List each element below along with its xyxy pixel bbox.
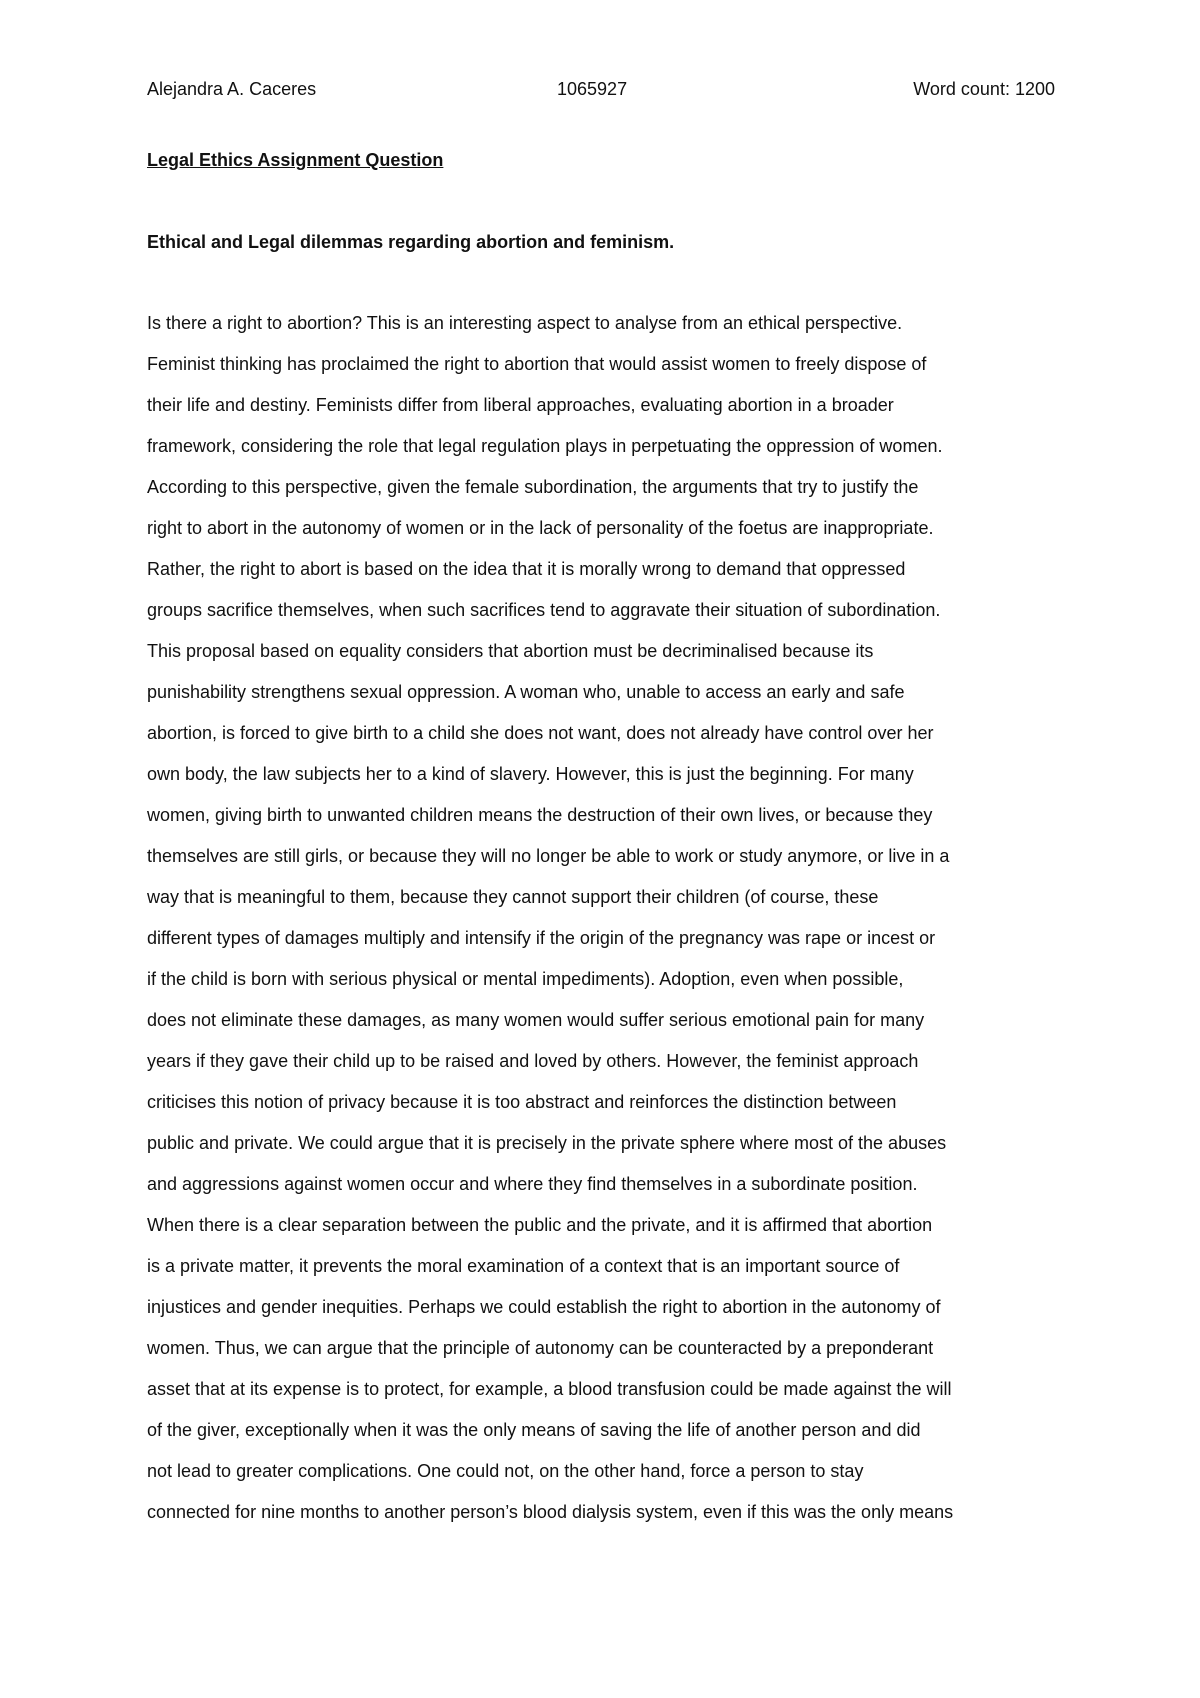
body-line: of the giver, exceptionally when it was the only means of saving the life of another person and did [147,1420,921,1440]
body-line: criticises this notion of privacy because it is too abstract and reinforces the distinction between [147,1092,897,1112]
body-line: groups sacrifice themselves, when such sacrifices tend to aggravate their situation of subordination. [147,600,941,620]
body-line: public and private. We could argue that it is precisely in the private sphere where most of the abuses [147,1133,947,1153]
body-line: right to abort in the autonomy of women or in the lack of personality of the foetus are inappropriate. [147,518,934,538]
body-line: According to this perspective, given the female subordination, the arguments that try to justify the [147,477,919,497]
body-line: connected for nine months to another person’s blood dialysis system, even if this was the only means [147,1502,954,1522]
body-line: Feminist thinking has proclaimed the right to abortion that would assist women to freely dispose of [147,354,927,374]
body-line: Is there a right to abortion? This is an interesting aspect to analyse from an ethical perspective. [147,313,903,333]
document-title: Legal Ethics Assignment Question [147,150,444,170]
body-line: way that is meaningful to them, because they cannot support their children (of course, these [147,887,879,907]
word-count: Word count: 1200 [913,79,1055,99]
body-line: abortion, is forced to give birth to a child she does not want, does not already have control over her [147,723,934,743]
body-line: own body, the law subjects her to a kind of slavery. However, this is just the beginning. For many [147,764,914,784]
body-line: their life and destiny. Feminists differ from liberal approaches, evaluating abortion in a broader [147,395,894,415]
body-line: not lead to greater complications. One could not, on the other hand, force a person to stay [147,1461,864,1481]
body-line: When there is a clear separation between the public and the private, and it is affirmed that abortion [147,1215,933,1235]
body-line: framework, considering the role that legal regulation plays in perpetuating the oppression of women. [147,436,943,456]
body-line: does not eliminate these damages, as many women would suffer serious emotional pain for many [147,1010,925,1030]
body-line: injustices and gender inequities. Perhaps we could establish the right to abortion in the autonomy of [147,1297,941,1317]
body-line: different types of damages multiply and intensify if the origin of the pregnancy was rape or incest or [147,928,936,948]
body-line: women, giving birth to unwanted children means the destruction of their own lives, or because they [147,805,933,825]
student-id: 1065927 [557,79,628,99]
page-header [147,76,1055,102]
body-line: punishability strengthens sexual oppression. A woman who, unable to access an early and safe [147,682,905,702]
body-paragraph [147,310,1067,1540]
body-line: if the child is born with serious physical or mental impediments). Adoption, even when possible, [147,969,904,989]
author-name: Alejandra A. Caceres [147,79,317,99]
body-line: is a private matter, it prevents the moral examination of a context that is an important source of [147,1256,900,1276]
body-line: This proposal based on equality considers that abortion must be decriminalised because its [147,641,874,661]
body-line: themselves are still girls, or because they will no longer be able to work or study anymore, or live in a [147,846,950,866]
body-line: years if they gave their child up to be raised and loved by others. However, the feminist approach [147,1051,919,1071]
body-line: women. Thus, we can argue that the principle of autonomy can be counteracted by a preponderant [147,1338,934,1358]
body-line: Rather, the right to abort is based on the idea that it is morally wrong to demand that oppressed [147,559,906,579]
body-line: and aggressions against women occur and where they find themselves in a subordinate position. [147,1174,918,1194]
document-subtitle: Ethical and Legal dilemmas regarding abortion and feminism. [147,232,675,252]
body-line: asset that at its expense is to protect, for example, a blood transfusion could be made against the will [147,1379,952,1399]
